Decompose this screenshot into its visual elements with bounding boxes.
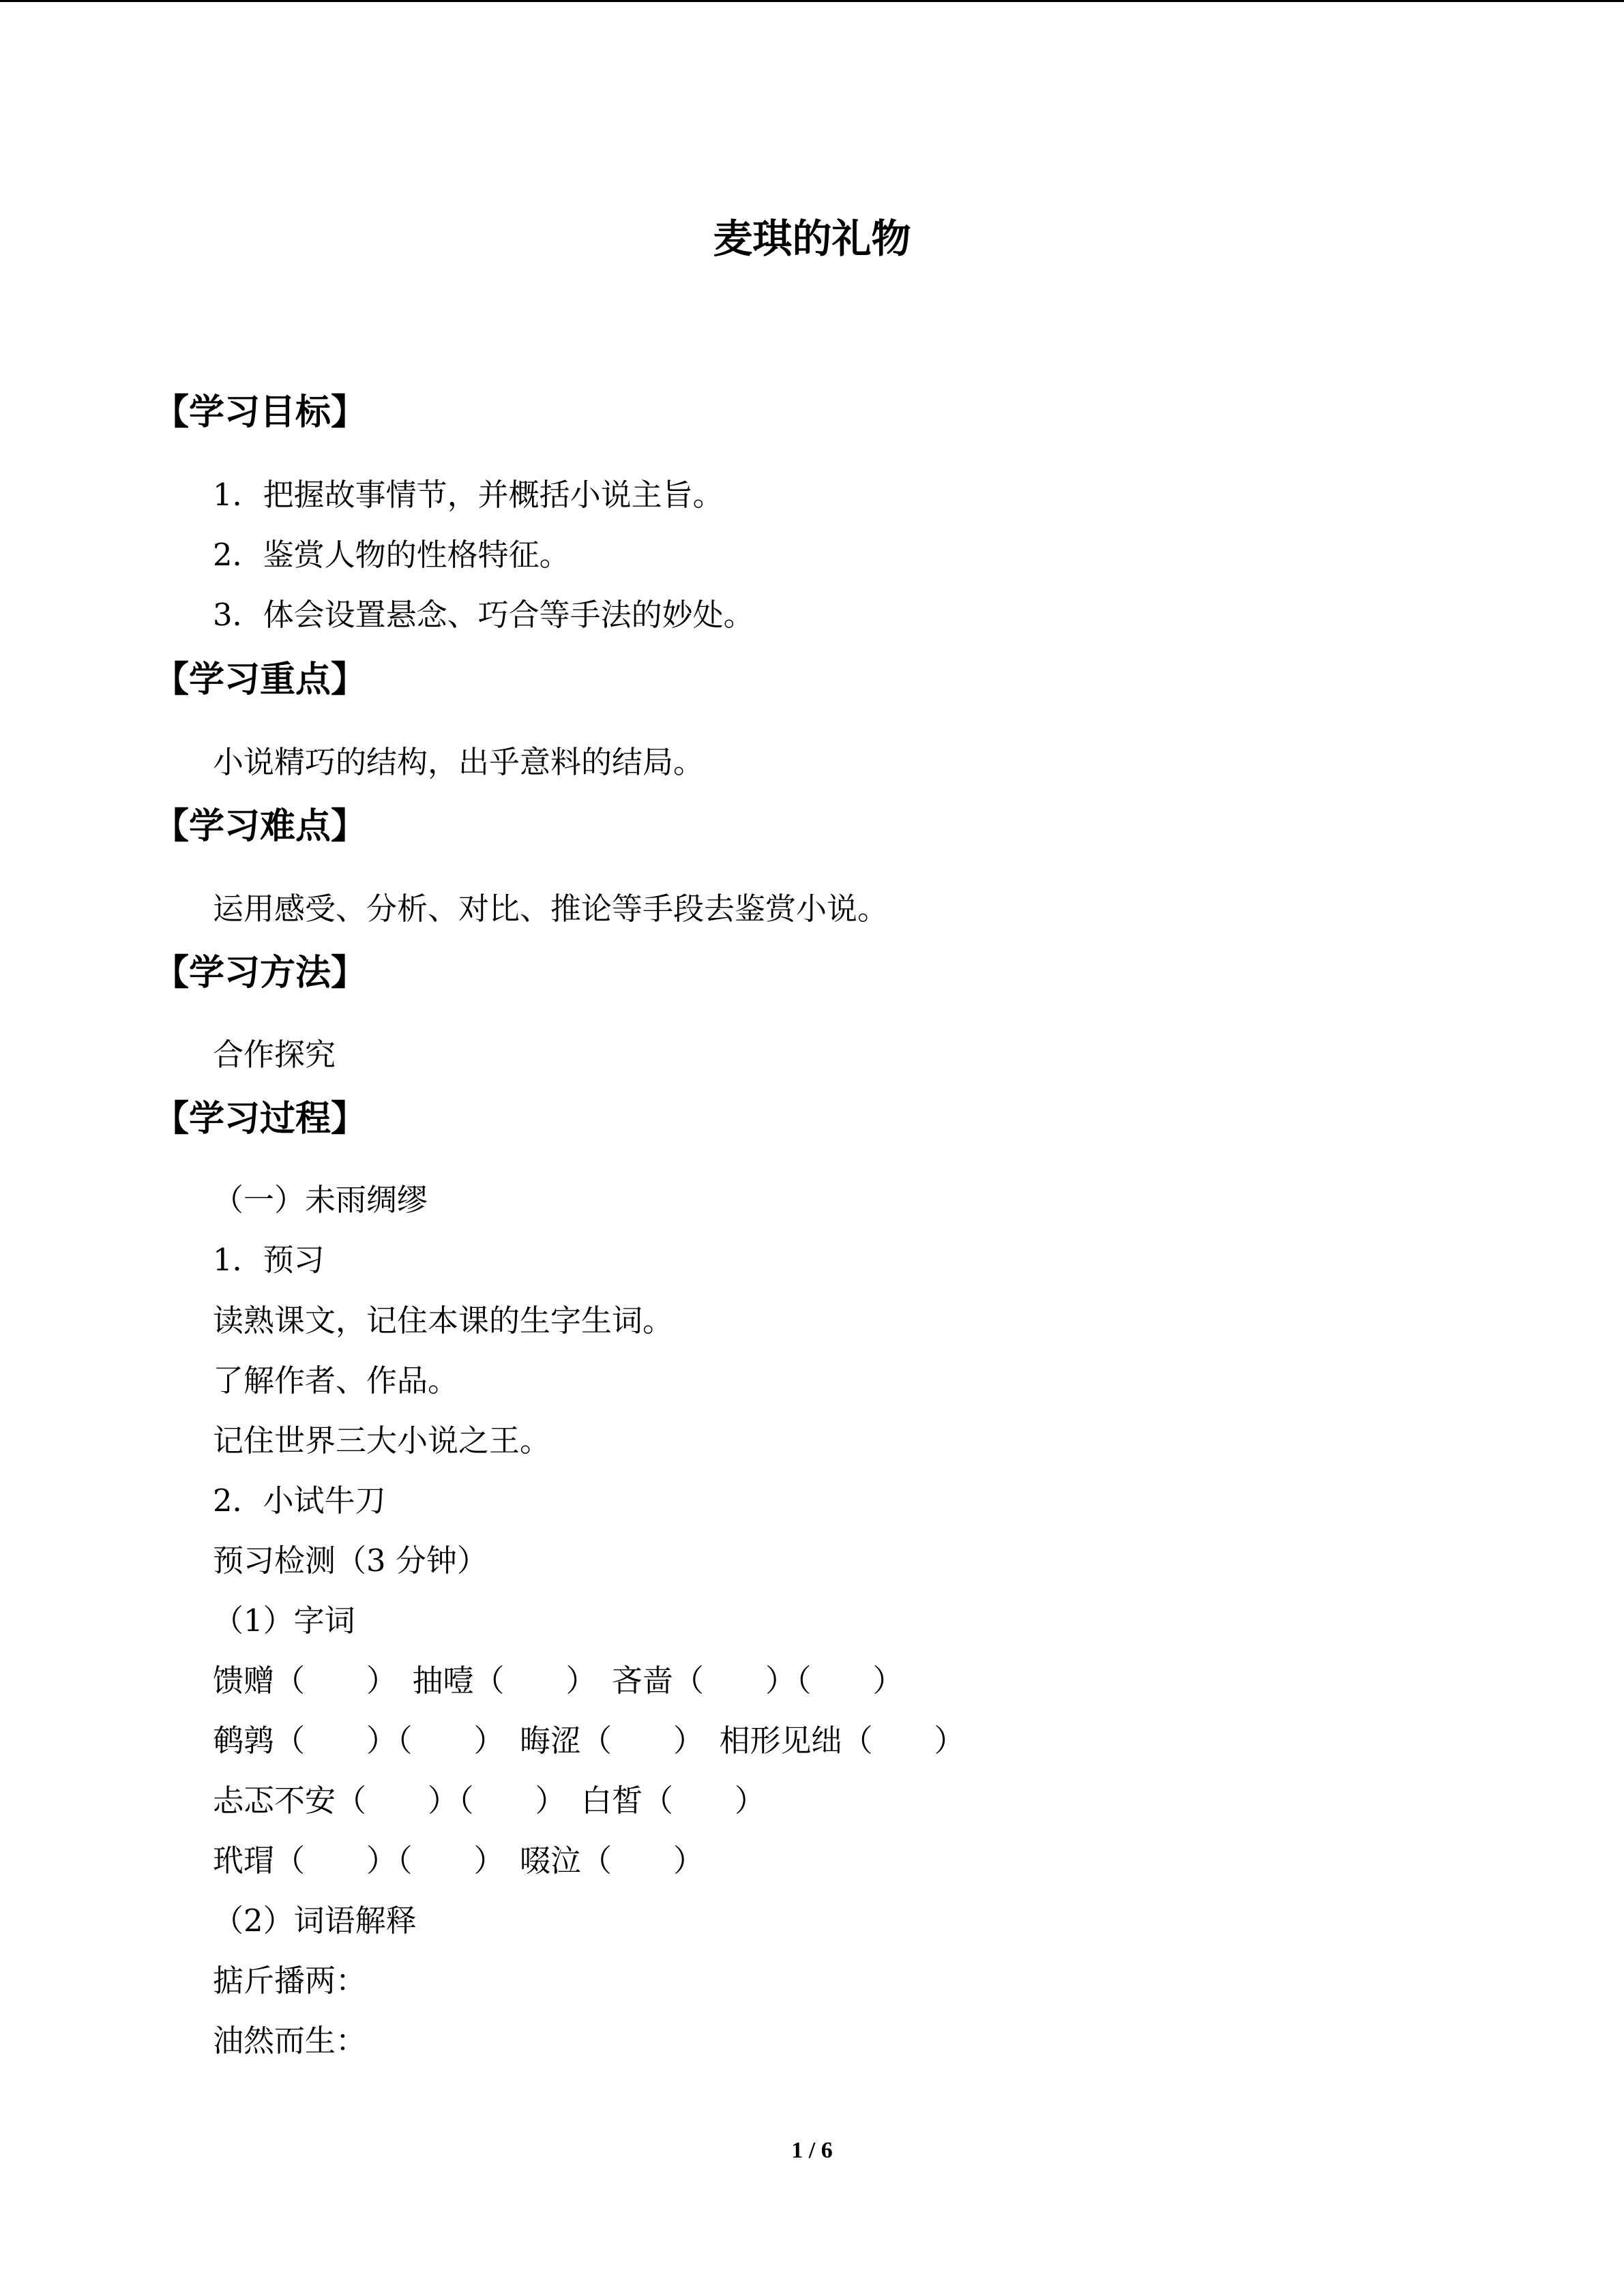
- section-heading-method: 【学习方法】: [153, 953, 367, 994]
- process-line: 1．预习: [213, 1242, 325, 1278]
- process-line: 记住世界三大小说之王。: [213, 1422, 551, 1459]
- key-points-text: 小说精巧的结构，出乎意料的结局。: [213, 744, 705, 780]
- section-heading-goals: 【学习目标】: [153, 392, 367, 433]
- process-line: 了解作者、作品。: [213, 1362, 459, 1399]
- goal-item: 3．体会设置悬念、巧合等手法的妙处。: [213, 597, 754, 633]
- top-border-line: [0, 0, 1624, 2]
- section-heading-process: 【学习过程】: [153, 1099, 367, 1139]
- section-heading-key-points: 【学习重点】: [153, 659, 367, 700]
- difficulties-text: 运用感受、分析、对比、推论等手段去鉴赏小说。: [213, 891, 889, 927]
- vocab-line: 馈赠（ ） 抽噎（ ） 吝啬（ ）（ ）: [213, 1663, 904, 1699]
- definition-line: 掂斤播两：: [213, 1963, 367, 1999]
- vocab-line: 鹌鹑（ ）（ ） 晦涩（ ） 相形见绌（ ）: [213, 1723, 965, 1759]
- page-number: 1 / 6: [791, 2138, 833, 2163]
- vocab-line: 忐忑不安（ ）（ ） 白皙（ ）: [213, 1783, 766, 1819]
- document-title: 麦琪的礼物: [713, 215, 911, 262]
- definition-line: 油然而生：: [213, 2023, 367, 2059]
- goal-item: 1．把握故事情节，并概括小说主旨。: [213, 477, 724, 513]
- process-line: 预习检测（3 分钟）: [213, 1542, 488, 1579]
- process-line: （1）字词: [213, 1602, 355, 1639]
- method-text: 合作探究: [213, 1037, 336, 1073]
- section-heading-difficulties: 【学习难点】: [153, 806, 367, 847]
- process-line: 读熟课文，记住本课的生字生词。: [213, 1302, 674, 1339]
- process-line: 2．小试牛刀: [213, 1482, 386, 1519]
- vocab-line: 玳瑁（ ）（ ） 啜泣（ ）: [213, 1843, 705, 1879]
- goal-item: 2．鉴赏人物的性格特征。: [213, 537, 570, 573]
- process-line: （2）词语解释: [213, 1903, 417, 1939]
- process-line: （一）未雨绸缪: [213, 1182, 428, 1218]
